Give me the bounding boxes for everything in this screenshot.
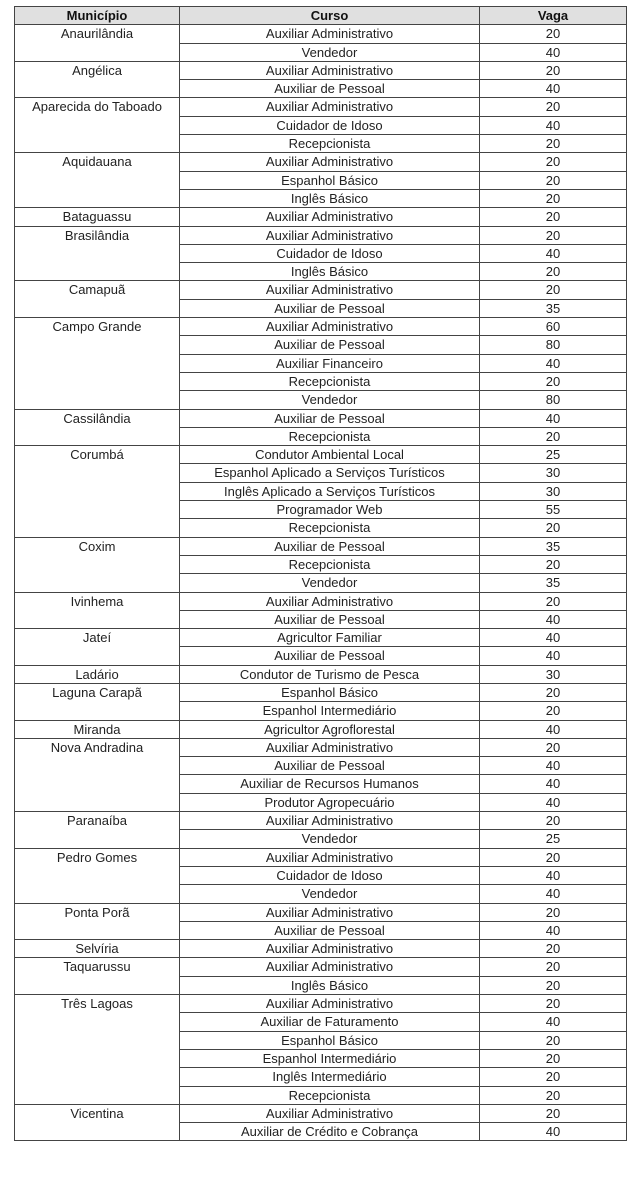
header-row xyxy=(15,7,627,25)
vaga-cell: 35 xyxy=(480,299,627,317)
curso-cell: Auxiliar Administrativo xyxy=(180,281,480,299)
curso-cell: Auxiliar Administrativo xyxy=(180,940,480,958)
municipio-cell: Cassilândia xyxy=(15,409,180,446)
table-row xyxy=(15,153,627,171)
table-row xyxy=(15,683,627,701)
table-row xyxy=(15,738,627,756)
curso-cell: Auxiliar de Pessoal xyxy=(180,80,480,98)
table-row xyxy=(15,958,627,976)
curso-cell: Auxiliar Administrativo xyxy=(180,98,480,116)
municipio-cell: Brasilândia xyxy=(15,226,180,281)
table-row xyxy=(15,940,627,958)
curso-cell: Auxiliar Administrativo xyxy=(180,318,480,336)
header-curso: Curso xyxy=(180,7,480,25)
curso-cell: Cuidador de Idoso xyxy=(180,866,480,884)
vaga-cell: 20 xyxy=(480,372,627,390)
curso-cell: Auxiliar Administrativo xyxy=(180,848,480,866)
vaga-cell: 20 xyxy=(480,958,627,976)
curso-cell: Auxiliar de Pessoal xyxy=(180,647,480,665)
table-row xyxy=(15,98,627,116)
vaga-cell: 20 xyxy=(480,995,627,1013)
vaga-cell: 60 xyxy=(480,318,627,336)
curso-cell: Recepcionista xyxy=(180,372,480,390)
vaga-cell: 80 xyxy=(480,391,627,409)
curso-cell: Programador Web xyxy=(180,501,480,519)
vaga-cell: 20 xyxy=(480,208,627,226)
vaga-cell: 20 xyxy=(480,903,627,921)
table-row xyxy=(15,446,627,464)
curso-cell: Auxiliar de Pessoal xyxy=(180,610,480,628)
curso-cell: Auxiliar Administrativo xyxy=(180,592,480,610)
vaga-cell: 55 xyxy=(480,501,627,519)
curso-cell: Vendedor xyxy=(180,43,480,61)
municipio-cell: Camapuã xyxy=(15,281,180,318)
municipio-cell: Corumbá xyxy=(15,446,180,537)
vaga-cell: 40 xyxy=(480,1013,627,1031)
vaga-cell: 40 xyxy=(480,921,627,939)
curso-cell: Auxiliar de Faturamento xyxy=(180,1013,480,1031)
vaga-cell: 20 xyxy=(480,848,627,866)
curso-cell: Recepcionista xyxy=(180,135,480,153)
vaga-cell: 40 xyxy=(480,885,627,903)
curso-cell: Agricultor Familiar xyxy=(180,629,480,647)
vaga-cell: 30 xyxy=(480,464,627,482)
curso-cell: Vendedor xyxy=(180,830,480,848)
municipio-cell: Aquidauana xyxy=(15,153,180,208)
vaga-cell: 20 xyxy=(480,519,627,537)
vaga-cell: 25 xyxy=(480,830,627,848)
vaga-cell: 25 xyxy=(480,446,627,464)
curso-cell: Auxiliar Administrativo xyxy=(180,995,480,1013)
municipio-cell: Bataguassu xyxy=(15,208,180,226)
vaga-cell: 40 xyxy=(480,793,627,811)
vaga-cell: 40 xyxy=(480,409,627,427)
vaga-cell: 20 xyxy=(480,25,627,43)
vaga-cell: 35 xyxy=(480,537,627,555)
vaga-cell: 20 xyxy=(480,98,627,116)
curso-cell: Espanhol Básico xyxy=(180,1031,480,1049)
curso-cell: Auxiliar de Pessoal xyxy=(180,537,480,555)
curso-cell: Auxiliar de Pessoal xyxy=(180,409,480,427)
vaga-cell: 20 xyxy=(480,1068,627,1086)
municipio-cell: Taquarussu xyxy=(15,958,180,995)
curso-cell: Auxiliar Administrativo xyxy=(180,1104,480,1122)
municipio-cell: Ponta Porã xyxy=(15,903,180,940)
vaga-cell: 20 xyxy=(480,226,627,244)
vaga-cell: 30 xyxy=(480,665,627,683)
curso-cell: Auxiliar Administrativo xyxy=(180,208,480,226)
vaga-cell: 20 xyxy=(480,592,627,610)
curso-cell: Auxiliar de Pessoal xyxy=(180,921,480,939)
curso-cell: Auxiliar Administrativo xyxy=(180,738,480,756)
municipio-cell: Anaurilândia xyxy=(15,25,180,62)
municipio-cell: Três Lagoas xyxy=(15,995,180,1105)
table-row xyxy=(15,665,627,683)
municipio-cell: Vicentina xyxy=(15,1104,180,1141)
curso-cell: Auxiliar Administrativo xyxy=(180,25,480,43)
curso-cell: Auxiliar de Pessoal xyxy=(180,336,480,354)
vaga-cell: 40 xyxy=(480,775,627,793)
curso-cell: Espanhol Básico xyxy=(180,171,480,189)
curso-cell: Inglês Básico xyxy=(180,189,480,207)
curso-cell: Cuidador de Idoso xyxy=(180,116,480,134)
curso-cell: Vendedor xyxy=(180,885,480,903)
vaga-cell: 40 xyxy=(480,116,627,134)
municipio-cell: Nova Andradina xyxy=(15,738,180,811)
vaga-cell: 20 xyxy=(480,61,627,79)
vaga-cell: 40 xyxy=(480,757,627,775)
curso-cell: Inglês Básico xyxy=(180,976,480,994)
curso-cell: Vendedor xyxy=(180,574,480,592)
curso-cell: Inglês Básico xyxy=(180,263,480,281)
curso-cell: Espanhol Básico xyxy=(180,683,480,701)
vaga-cell: 20 xyxy=(480,1049,627,1067)
table-row xyxy=(15,226,627,244)
vaga-cell: 20 xyxy=(480,153,627,171)
table-row xyxy=(15,281,627,299)
curso-cell: Auxiliar Administrativo xyxy=(180,226,480,244)
curso-cell: Produtor Agropecuário xyxy=(180,793,480,811)
vaga-cell: 20 xyxy=(480,683,627,701)
vaga-cell: 40 xyxy=(480,866,627,884)
vaga-cell: 20 xyxy=(480,976,627,994)
vaga-cell: 20 xyxy=(480,1104,627,1122)
table-row xyxy=(15,1104,627,1122)
vaga-cell: 20 xyxy=(480,940,627,958)
vaga-cell: 40 xyxy=(480,610,627,628)
vaga-cell: 40 xyxy=(480,43,627,61)
curso-cell: Auxiliar de Crédito e Cobrança xyxy=(180,1123,480,1141)
municipio-cell: Coxim xyxy=(15,537,180,592)
vaga-cell: 20 xyxy=(480,1086,627,1104)
curso-cell: Inglês Intermediário xyxy=(180,1068,480,1086)
curso-cell: Recepcionista xyxy=(180,555,480,573)
vaga-cell: 20 xyxy=(480,135,627,153)
curso-cell: Inglês Aplicado a Serviços Turísticos xyxy=(180,482,480,500)
municipio-cell: Aparecida do Taboado xyxy=(15,98,180,153)
courses-table xyxy=(14,6,627,1141)
municipio-cell: Laguna Carapã xyxy=(15,683,180,720)
vaga-cell: 35 xyxy=(480,574,627,592)
curso-cell: Vendedor xyxy=(180,391,480,409)
vaga-cell: 20 xyxy=(480,1031,627,1049)
vaga-cell: 40 xyxy=(480,354,627,372)
table-row xyxy=(15,629,627,647)
table-row xyxy=(15,25,627,43)
vaga-cell: 20 xyxy=(480,812,627,830)
vaga-cell: 40 xyxy=(480,720,627,738)
vaga-cell: 20 xyxy=(480,171,627,189)
municipio-cell: Jateí xyxy=(15,629,180,666)
curso-cell: Condutor de Turismo de Pesca xyxy=(180,665,480,683)
curso-cell: Espanhol Intermediário xyxy=(180,1049,480,1067)
municipio-cell: Angélica xyxy=(15,61,180,98)
municipio-cell: Paranaíba xyxy=(15,812,180,849)
curso-cell: Agricultor Agroflorestal xyxy=(180,720,480,738)
table-row xyxy=(15,208,627,226)
vaga-cell: 40 xyxy=(480,629,627,647)
curso-cell: Auxiliar Financeiro xyxy=(180,354,480,372)
table-row xyxy=(15,61,627,79)
curso-cell: Auxiliar Administrativo xyxy=(180,958,480,976)
courses-table-container xyxy=(14,6,626,1141)
municipio-cell: Ladário xyxy=(15,665,180,683)
vaga-cell: 20 xyxy=(480,702,627,720)
curso-cell: Auxiliar de Pessoal xyxy=(180,299,480,317)
table-row xyxy=(15,592,627,610)
curso-cell: Auxiliar Administrativo xyxy=(180,903,480,921)
municipio-cell: Pedro Gomes xyxy=(15,848,180,903)
table-row xyxy=(15,848,627,866)
header-vaga: Vaga xyxy=(480,7,627,25)
curso-cell: Auxiliar Administrativo xyxy=(180,812,480,830)
vaga-cell: 20 xyxy=(480,738,627,756)
vaga-cell: 30 xyxy=(480,482,627,500)
curso-cell: Auxiliar de Pessoal xyxy=(180,757,480,775)
vaga-cell: 20 xyxy=(480,555,627,573)
curso-cell: Condutor Ambiental Local xyxy=(180,446,480,464)
vaga-cell: 20 xyxy=(480,427,627,445)
curso-cell: Espanhol Aplicado a Serviços Turísticos xyxy=(180,464,480,482)
table-row xyxy=(15,903,627,921)
vaga-cell: 80 xyxy=(480,336,627,354)
table-row xyxy=(15,409,627,427)
curso-cell: Recepcionista xyxy=(180,1086,480,1104)
table-row xyxy=(15,995,627,1013)
municipio-cell: Ivinhema xyxy=(15,592,180,629)
vaga-cell: 40 xyxy=(480,80,627,98)
header-municipio: Município xyxy=(15,7,180,25)
curso-cell: Recepcionista xyxy=(180,427,480,445)
curso-cell: Cuidador de Idoso xyxy=(180,244,480,262)
municipio-cell: Selvíria xyxy=(15,940,180,958)
vaga-cell: 20 xyxy=(480,263,627,281)
table-row xyxy=(15,318,627,336)
curso-cell: Auxiliar Administrativo xyxy=(180,153,480,171)
table-row xyxy=(15,812,627,830)
curso-cell: Espanhol Intermediário xyxy=(180,702,480,720)
vaga-cell: 40 xyxy=(480,1123,627,1141)
vaga-cell: 20 xyxy=(480,281,627,299)
vaga-cell: 40 xyxy=(480,647,627,665)
vaga-cell: 40 xyxy=(480,244,627,262)
municipio-cell: Miranda xyxy=(15,720,180,738)
curso-cell: Auxiliar de Recursos Humanos xyxy=(180,775,480,793)
curso-cell: Auxiliar Administrativo xyxy=(180,61,480,79)
table-body xyxy=(15,25,627,1141)
municipio-cell: Campo Grande xyxy=(15,318,180,409)
vaga-cell: 20 xyxy=(480,189,627,207)
curso-cell: Recepcionista xyxy=(180,519,480,537)
table-row xyxy=(15,537,627,555)
table-row xyxy=(15,720,627,738)
